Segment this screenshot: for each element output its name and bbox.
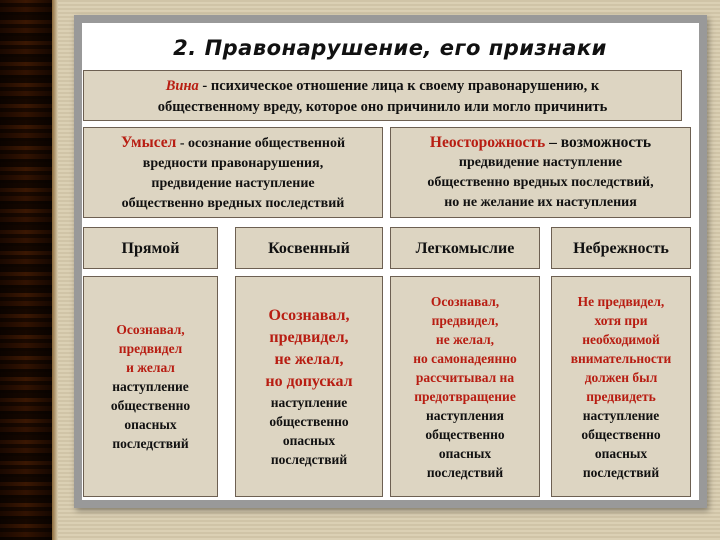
description-line: не желал, (274, 350, 344, 368)
description-line: но допускал (265, 372, 353, 390)
description-line: наступление (582, 407, 660, 423)
description-line: Осознавал, (430, 293, 500, 309)
intent-line3: предвидение наступление (151, 176, 315, 191)
intent-term: Умысел (120, 134, 177, 151)
description-line: опасных (594, 445, 648, 461)
description-line: предвидел, (269, 328, 349, 346)
description-line: рассчитывал на (415, 369, 515, 385)
description-line: предвидел, (431, 312, 499, 328)
type-negligence: Небрежность (551, 227, 691, 269)
negligence-description (551, 276, 691, 497)
description-line: Осознавал, (116, 322, 185, 337)
description-line: не желал, (435, 331, 495, 347)
guilt-definition-box (83, 70, 682, 121)
description-line: общественно (110, 398, 191, 413)
description-line: предотвращение (414, 388, 516, 404)
negligence-line2: предвидение наступление (458, 155, 623, 170)
type-indirect-intent: Косвенный (235, 227, 383, 269)
description-line: Не предвидел, (577, 293, 665, 309)
description-line: предвидеть (586, 388, 656, 404)
description-line: необходимой (582, 331, 660, 347)
negligence-definition-box (390, 127, 691, 218)
guilt-definition-line2: общественному вреду, которое оно причинило или могло причинить (157, 99, 608, 115)
type-frivolity: Легкомыслие (390, 227, 540, 269)
description-line: последствий (270, 451, 348, 467)
intent-line1: - осознание общественной (176, 136, 346, 151)
description-line: Осознавал, (268, 306, 350, 324)
description-line: опасных (438, 445, 492, 461)
description-line: и желал (126, 360, 175, 375)
description-line: наступления (426, 407, 504, 423)
indirect-intent-description (235, 276, 383, 497)
slide-title: 2. Правонарушение, его признаки (173, 36, 607, 60)
description-line: общественно (425, 426, 505, 442)
description-line: но самонадеянно (413, 350, 517, 366)
negligence-line1: – возможность (545, 134, 652, 151)
intent-line4: общественно вредных последствий (121, 196, 345, 211)
decorative-border-strip (0, 0, 52, 540)
negligence-line3: общественно вредных последствий, (427, 175, 654, 190)
description-line: опасных (282, 432, 336, 448)
description-line: хотя при (594, 312, 648, 328)
intent-definition-box (83, 127, 383, 218)
description-line: наступление (112, 379, 189, 394)
description-line: последствий (426, 464, 504, 480)
description-line: общественно (269, 413, 349, 429)
guilt-definition-line1: - психическое отношение лица к своему правонарушению, к (198, 78, 600, 94)
negligence-line4: но не желание их наступления (444, 195, 637, 210)
negligence-term: Неосторожность (429, 134, 546, 151)
description-line: наступление (270, 394, 348, 410)
description-line: последствий (112, 436, 189, 451)
description-line: внимательности (570, 350, 672, 366)
description-line: общественно (581, 426, 661, 442)
intent-line2: вредности правонарушения, (142, 156, 324, 171)
direct-intent-description (83, 276, 218, 497)
frivolity-description (390, 276, 540, 497)
description-line: последствий (582, 464, 660, 480)
description-line: должен был (584, 369, 658, 385)
type-direct-intent: Прямой (83, 227, 218, 269)
guilt-term: Вина (165, 78, 199, 94)
description-line: предвидел (118, 341, 183, 356)
description-line: опасных (124, 417, 177, 432)
